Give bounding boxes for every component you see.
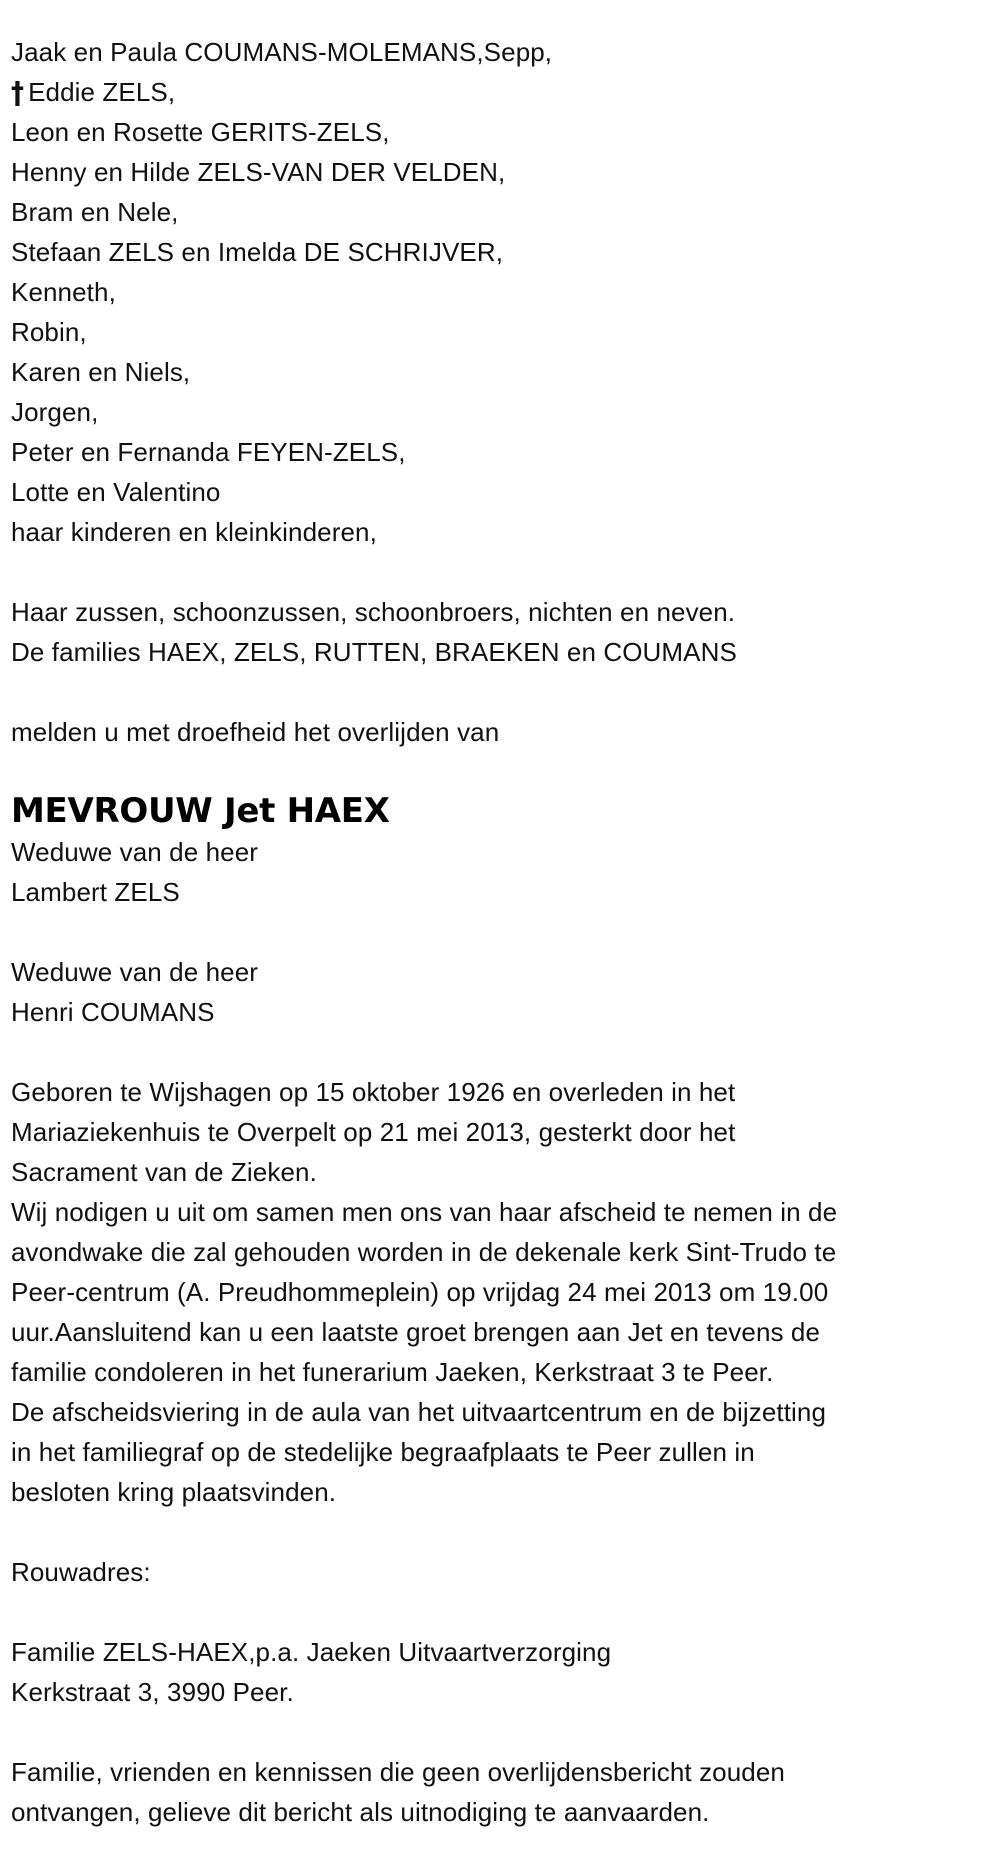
family-line: haar kinderen en kleinkinderen,	[11, 517, 377, 547]
spacer	[11, 552, 996, 592]
details-line: uur.Aansluitend kan u een laatste groet brengen aan Jet en tevens de	[11, 1317, 821, 1347]
deceased-name: MEVROUW Jet HAEX	[11, 791, 390, 831]
details-paragraph	[11, 1072, 996, 1512]
family-line: Jorgen,	[11, 397, 99, 427]
spacer	[11, 1512, 996, 1552]
details-line: avondwake die zal gehouden worden in de dekenale kerk Sint-Trudo te	[11, 1237, 837, 1267]
address-line: Kerkstraat 3, 3990 Peer.	[11, 1677, 294, 1707]
details-line: De afscheidsviering in de aula van het uitvaartcentrum en de bijzetting	[11, 1397, 827, 1427]
details-line: familie condoleren in het funerarium Jaeken, Kerkstraat 3 te Peer.	[11, 1357, 774, 1387]
spacer	[11, 672, 996, 712]
details-line: Wij nodigen u uit om samen men ons van haar afscheid te nemen in de	[11, 1197, 838, 1227]
spouse-name: Lambert ZELS	[11, 877, 180, 907]
address-label: Rouwadres:	[11, 1557, 151, 1587]
widow-of-2	[11, 952, 996, 1032]
relatives-line: De families HAEX, ZELS, RUTTEN, BRAEKEN en COUMANS	[11, 637, 737, 667]
details-line: Peer-centrum (A. Preudhommeplein) op vrijdag 24 mei 2013 om 19.00	[11, 1277, 829, 1307]
relatives-list	[11, 592, 996, 672]
widow-label: Weduwe van de heer	[11, 957, 259, 987]
closing-line: ontvangen, gelieve dit bericht als uitnodiging te aanvaarden.	[11, 1797, 710, 1827]
spacer	[11, 912, 996, 952]
family-line: Bram en Nele,	[11, 197, 179, 227]
family-line: Lotte en Valentino	[11, 477, 221, 507]
cross-icon: †	[11, 76, 25, 111]
details-line: Geboren te Wijshagen op 15 oktober 1926 en overleden in het	[11, 1077, 736, 1107]
closing-line: Familie, vrienden en kennissen die geen overlijdensbericht zouden	[11, 1757, 785, 1787]
family-line-text: Eddie ZELS,	[28, 77, 176, 107]
details-line: in het familiegraf op de stedelijke begraafplaats te Peer zullen in	[11, 1437, 755, 1467]
spouse-name: Henri COUMANS	[11, 997, 215, 1027]
relatives-line: Haar zussen, schoonzussen, schoonbroers, nichten en neven.	[11, 597, 736, 627]
family-line: Kenneth,	[11, 277, 116, 307]
family-line: Karen en Niels,	[11, 357, 191, 387]
family-line: Jaak en Paula COUMANS-MOLEMANS,Sepp,	[11, 37, 553, 67]
family-line-deceased	[11, 72, 996, 112]
death-notice	[11, 32, 996, 1832]
details-line: besloten kring plaatsvinden.	[11, 1477, 337, 1507]
announcement-text: melden u met droefheid het overlijden van	[11, 717, 500, 747]
mourning-address	[11, 1632, 996, 1712]
family-line: Henny en Hilde ZELS-VAN DER VELDEN,	[11, 157, 506, 187]
family-line: Leon en Rosette GERITS-ZELS,	[11, 117, 390, 147]
spacer	[11, 1712, 996, 1752]
details-line: Mariaziekenhuis te Overpelt op 21 mei 2013, gesterkt door het	[11, 1117, 736, 1147]
family-list	[11, 32, 996, 552]
family-line: Stefaan ZELS en Imelda DE SCHRIJVER,	[11, 237, 504, 267]
closing-paragraph	[11, 1752, 996, 1832]
details-line: Sacrament van de Zieken.	[11, 1157, 317, 1187]
family-line: Peter en Fernanda FEYEN-ZELS,	[11, 437, 406, 467]
spacer	[11, 1032, 996, 1072]
address-line: Familie ZELS-HAEX,p.a. Jaeken Uitvaartverzorging	[11, 1637, 612, 1667]
spacer	[11, 752, 996, 782]
widow-label: Weduwe van de heer	[11, 837, 259, 867]
spacer	[11, 1592, 996, 1632]
family-line: Robin,	[11, 317, 87, 347]
widow-of-1	[11, 832, 996, 912]
